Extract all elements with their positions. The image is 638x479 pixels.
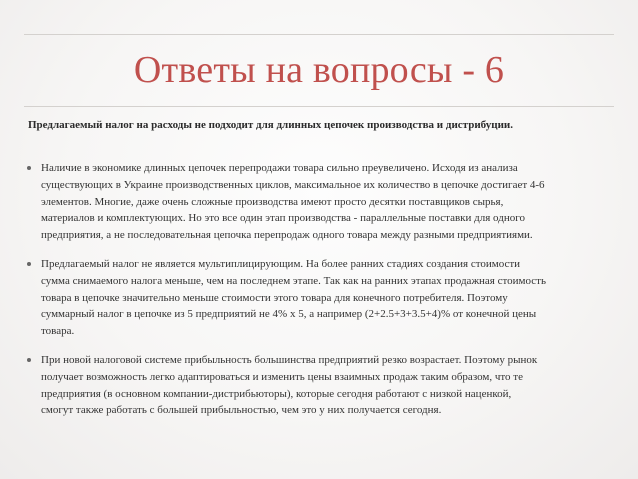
slide-title: Ответы на вопросы - 6 xyxy=(133,49,505,91)
bullet-item xyxy=(24,160,614,244)
bullet-dot-icon xyxy=(27,262,31,266)
bullet-line: материалов и комплектующих. Но это все один этап производства - параллельные поставки для одного xyxy=(41,212,525,225)
bullet-dot-icon xyxy=(27,166,31,170)
bullet-line: Предлагаемый налог не является мультиплицирующим. На более ранних стадиях создания стоимости xyxy=(41,257,521,270)
bullet-line: получает возможность легко адаптироваться и изменить цены взаимных продаж таким образом, что те xyxy=(41,370,523,383)
bullet-line: суммарный налог в цепочке из 5 предприятий не 4% х 5, а например (2+2.5+3+3.5+4)% от конечной цены xyxy=(41,308,537,321)
bullet-line: предприятия (в основном компании-дистрибьюторы), которые сегодня работают с низкой наценкой, xyxy=(41,387,512,400)
bullet-list xyxy=(24,160,614,431)
bullet-line: товара. xyxy=(41,325,75,338)
bullet-line: существующих в Украине производственных циклов, максимальное их количество в цепочке достигает 4-6 xyxy=(41,178,545,191)
top-divider xyxy=(24,34,614,35)
slide-subtitle: Предлагаемый налог на расходы не подходит для длинных цепочек производства и дистрибуции. xyxy=(28,119,514,131)
bullet-item xyxy=(24,256,614,340)
bullet-line: предприятия, а не последовательная цепочка перепродаж одного товара между разными предприятиями. xyxy=(41,229,533,242)
bullet-item xyxy=(24,352,614,419)
bullet-line: Наличие в экономике длинных цепочек перепродажи товара сильно преувеличено. Исходя из анализа xyxy=(41,162,518,174)
bullet-line: элементов. Многие, даже очень сложные производства имеют просто десятки поставщиков сырья, xyxy=(41,195,504,208)
bullet-line: товара в цепочке значительно меньше стоимости этого товара для конечного потребителя. Поэтому xyxy=(41,291,508,304)
title-divider xyxy=(24,106,614,107)
bullet-line: сумма снимаемого налога меньше, чем на последнем этапе. Так как на ранних этапах продажная стоимость xyxy=(41,274,546,287)
bullet-dot-icon xyxy=(27,358,31,362)
bullet-line: При новой налоговой системе прибыльность большинства предприятий резко возрастает. Поэтому рынок xyxy=(41,353,538,366)
bullet-line: смогут также работать с большей прибыльностью, чем это у них получается сегодня. xyxy=(41,404,442,417)
